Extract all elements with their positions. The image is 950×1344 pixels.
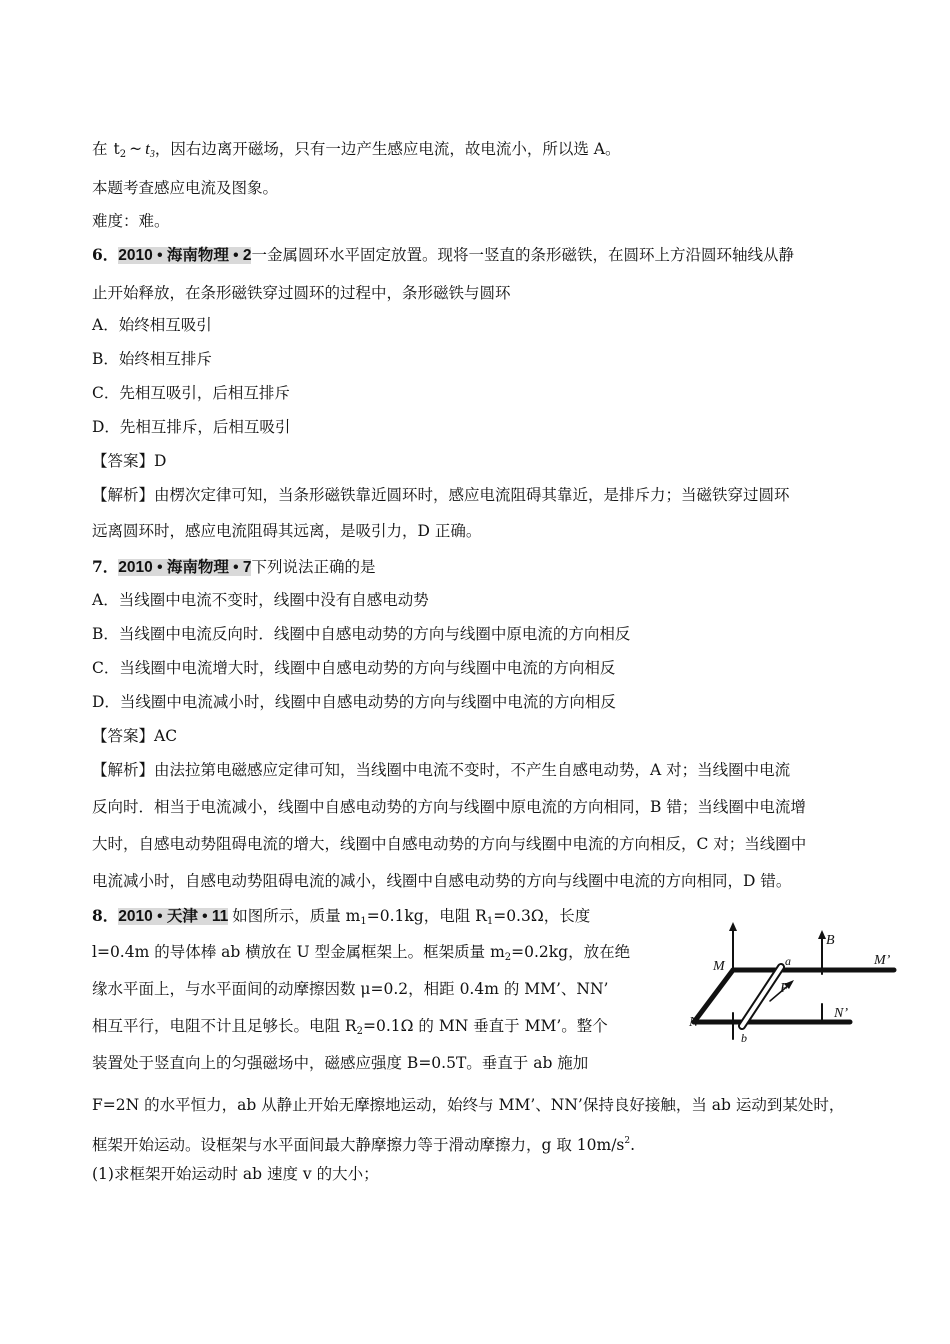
- q8-l1-b: =0.1kg，电阻 R: [366, 907, 487, 925]
- t3-sub: 3: [149, 149, 155, 160]
- label-m: M: [713, 959, 725, 974]
- q8-l7-sup: 2: [624, 1136, 631, 1146]
- q6-stem-line-2: 止开始释放，在条形磁铁穿过圆环的过程中，条形磁铁与圆环: [92, 284, 511, 302]
- label-b-end: b: [741, 1031, 747, 1045]
- q8-l1-sub1: 1: [360, 916, 367, 927]
- q8-line-5: 装置处于竖直向上的匀强磁场中，磁感应强度 B=0.5T。垂直于 ab 施加: [92, 1054, 589, 1072]
- q6-source-tag: 2010 • 海南物理 • 2: [118, 247, 252, 264]
- q7-number: 7．: [92, 557, 119, 576]
- label-m-prime: M’: [874, 953, 891, 968]
- q7-stem-line: [92, 557, 376, 578]
- q8-l1-c: =0.3Ω，长度: [493, 907, 591, 925]
- q6-option-c: C．先相互吸引，后相互排斥: [92, 384, 290, 402]
- q7-option-b: B．当线圈中电流反向时．线圈中自感电动势的方向与线圈中原电流的方向相反: [92, 625, 631, 643]
- q8-l2-a: l=0.4m 的导体棒 ab 横放在 U 型金属框架上。框架质量 m: [92, 943, 505, 961]
- label-n-prime: N’: [834, 1006, 848, 1021]
- t3-symbol: [145, 139, 155, 158]
- difficulty-line: 难度：难。: [92, 212, 170, 230]
- q8-line-2: [92, 942, 630, 968]
- q8-l4-a: 相互平行，电阻不计且足够长。电阻 R: [92, 1017, 357, 1035]
- topic-line: 本题考查感应电流及图象。: [92, 179, 279, 197]
- q8-l1-a: 如图所示，质量 m: [232, 907, 361, 925]
- q6-option-d: D．先相互排斥，后相互吸引: [92, 418, 291, 436]
- q6-analysis-1: 【解析】由楞次定律可知，当条形磁铁靠近圆环时，感应电流阻碍其靠近，是排斥力；当磁铁穿过圆环: [92, 486, 790, 504]
- q6-stem-line-1: [92, 245, 794, 266]
- q7-stem: 下列说法正确的是: [251, 558, 376, 576]
- label-a: a: [785, 954, 791, 968]
- q8-line-7: [92, 1131, 635, 1155]
- q8-l2-sub: 2: [504, 952, 512, 963]
- q8-source-tag: 2010 • 天津 • 11: [118, 908, 229, 925]
- label-n: N: [689, 1015, 699, 1030]
- q8-number: 8．: [92, 906, 119, 925]
- tilde: ~: [129, 140, 143, 158]
- q8-l7-b: .: [630, 1136, 636, 1154]
- label-b: B: [826, 933, 835, 948]
- q8-sub-question-1: (1)求框架开始运动时 ab 速度 v 的大小；: [92, 1165, 379, 1183]
- q7-analysis-2: 反向时．相当于电流减小，线圈中自感电动势的方向与线圈中原电流的方向相同，B 错；当线圈中电流增: [92, 798, 806, 816]
- t2-sub: 2: [119, 149, 127, 160]
- q7-option-c: C．当线圈中电流增大时，线圈中自感电动势的方向与线圈中电流的方向相反: [92, 659, 616, 677]
- q6-number: 6．: [92, 245, 119, 264]
- t3-letter: t: [145, 139, 150, 158]
- q8-l4-b: =0.1Ω 的 MN 垂直于 MM’。整个: [362, 1017, 608, 1035]
- q7-source-tag: 2010 • 海南物理 • 7: [118, 559, 252, 576]
- q6-stem-1: 一金属圆环水平固定放置。现将一竖直的条形磁铁，在圆环上方沿圆环轴线从静: [251, 246, 794, 264]
- label-f: F: [780, 981, 789, 996]
- prev-pre: 在: [92, 140, 108, 158]
- q7-answer: 【答案】AC: [92, 727, 178, 745]
- prev-solution-line: [92, 139, 620, 165]
- q6-answer: 【答案】D: [92, 452, 167, 470]
- q8-line-1: [92, 906, 590, 932]
- q8-line-4: [92, 1016, 608, 1042]
- b-arrow-head-left: [729, 922, 737, 931]
- b-arrow-head-right: [818, 930, 826, 939]
- q7-option-d: D．当线圈中电流减小时，线圈中自感电动势的方向与线圈中电流的方向相反: [92, 693, 616, 711]
- t2-letter: t: [113, 140, 120, 158]
- t2-symbol: [114, 140, 127, 158]
- q6-option-a: A．始终相互吸引: [92, 316, 212, 334]
- q8-l1-sub2: 1: [486, 916, 494, 927]
- rail-frame-figure: [690, 918, 910, 1046]
- q8-line-6: F=2N 的水平恒力，ab 从静止开始无摩擦地运动，始终与 MM’、NN’保持良好接触，当 ab 运动到某处时，: [92, 1096, 845, 1114]
- q8-l4-sub: 2: [356, 1026, 363, 1037]
- rail-mn: [694, 970, 733, 1022]
- q8-line-3: 缘水平面上，与水平面间的动摩擦因数 μ=0.2，相距 0.4m 的 MM’、NN’: [92, 980, 609, 998]
- q6-option-b: B．始终相互排斥: [92, 350, 212, 368]
- prev-solution-tail: ，因右边离开磁场，只有一边产生感应电流，故电流小，所以选 A。: [154, 140, 621, 158]
- q8-l7-a: 框架开始运动。设框架与水平面间最大静摩擦力等于滑动摩擦力，g 取 10m/s: [92, 1136, 625, 1154]
- q8-l2-b: =0.2kg，放在绝: [511, 943, 631, 961]
- q7-analysis-3: 大时，自感电动势阻碍电流的增大，线圈中自感电动势的方向与线圈中电流的方向相反，C 对；当线圈中: [92, 835, 807, 853]
- q6-analysis-2: 远离圆环时，感应电流阻碍其远离，是吸引力，D 正确。: [92, 522, 482, 540]
- q7-option-a: A．当线圈中电流不变时，线圈中没有自感电动势: [92, 591, 429, 609]
- q7-analysis-4: 电流减小时，自感电动势阻碍电流的减小，线圈中自感电动势的方向与线圈中电流的方向相同，D 错。: [92, 872, 792, 890]
- q7-analysis-1: 【解析】由法拉第电磁感应定律可知，当线圈中电流不变时，不产生自感电动势，A 对；当线圈中电流: [92, 761, 791, 779]
